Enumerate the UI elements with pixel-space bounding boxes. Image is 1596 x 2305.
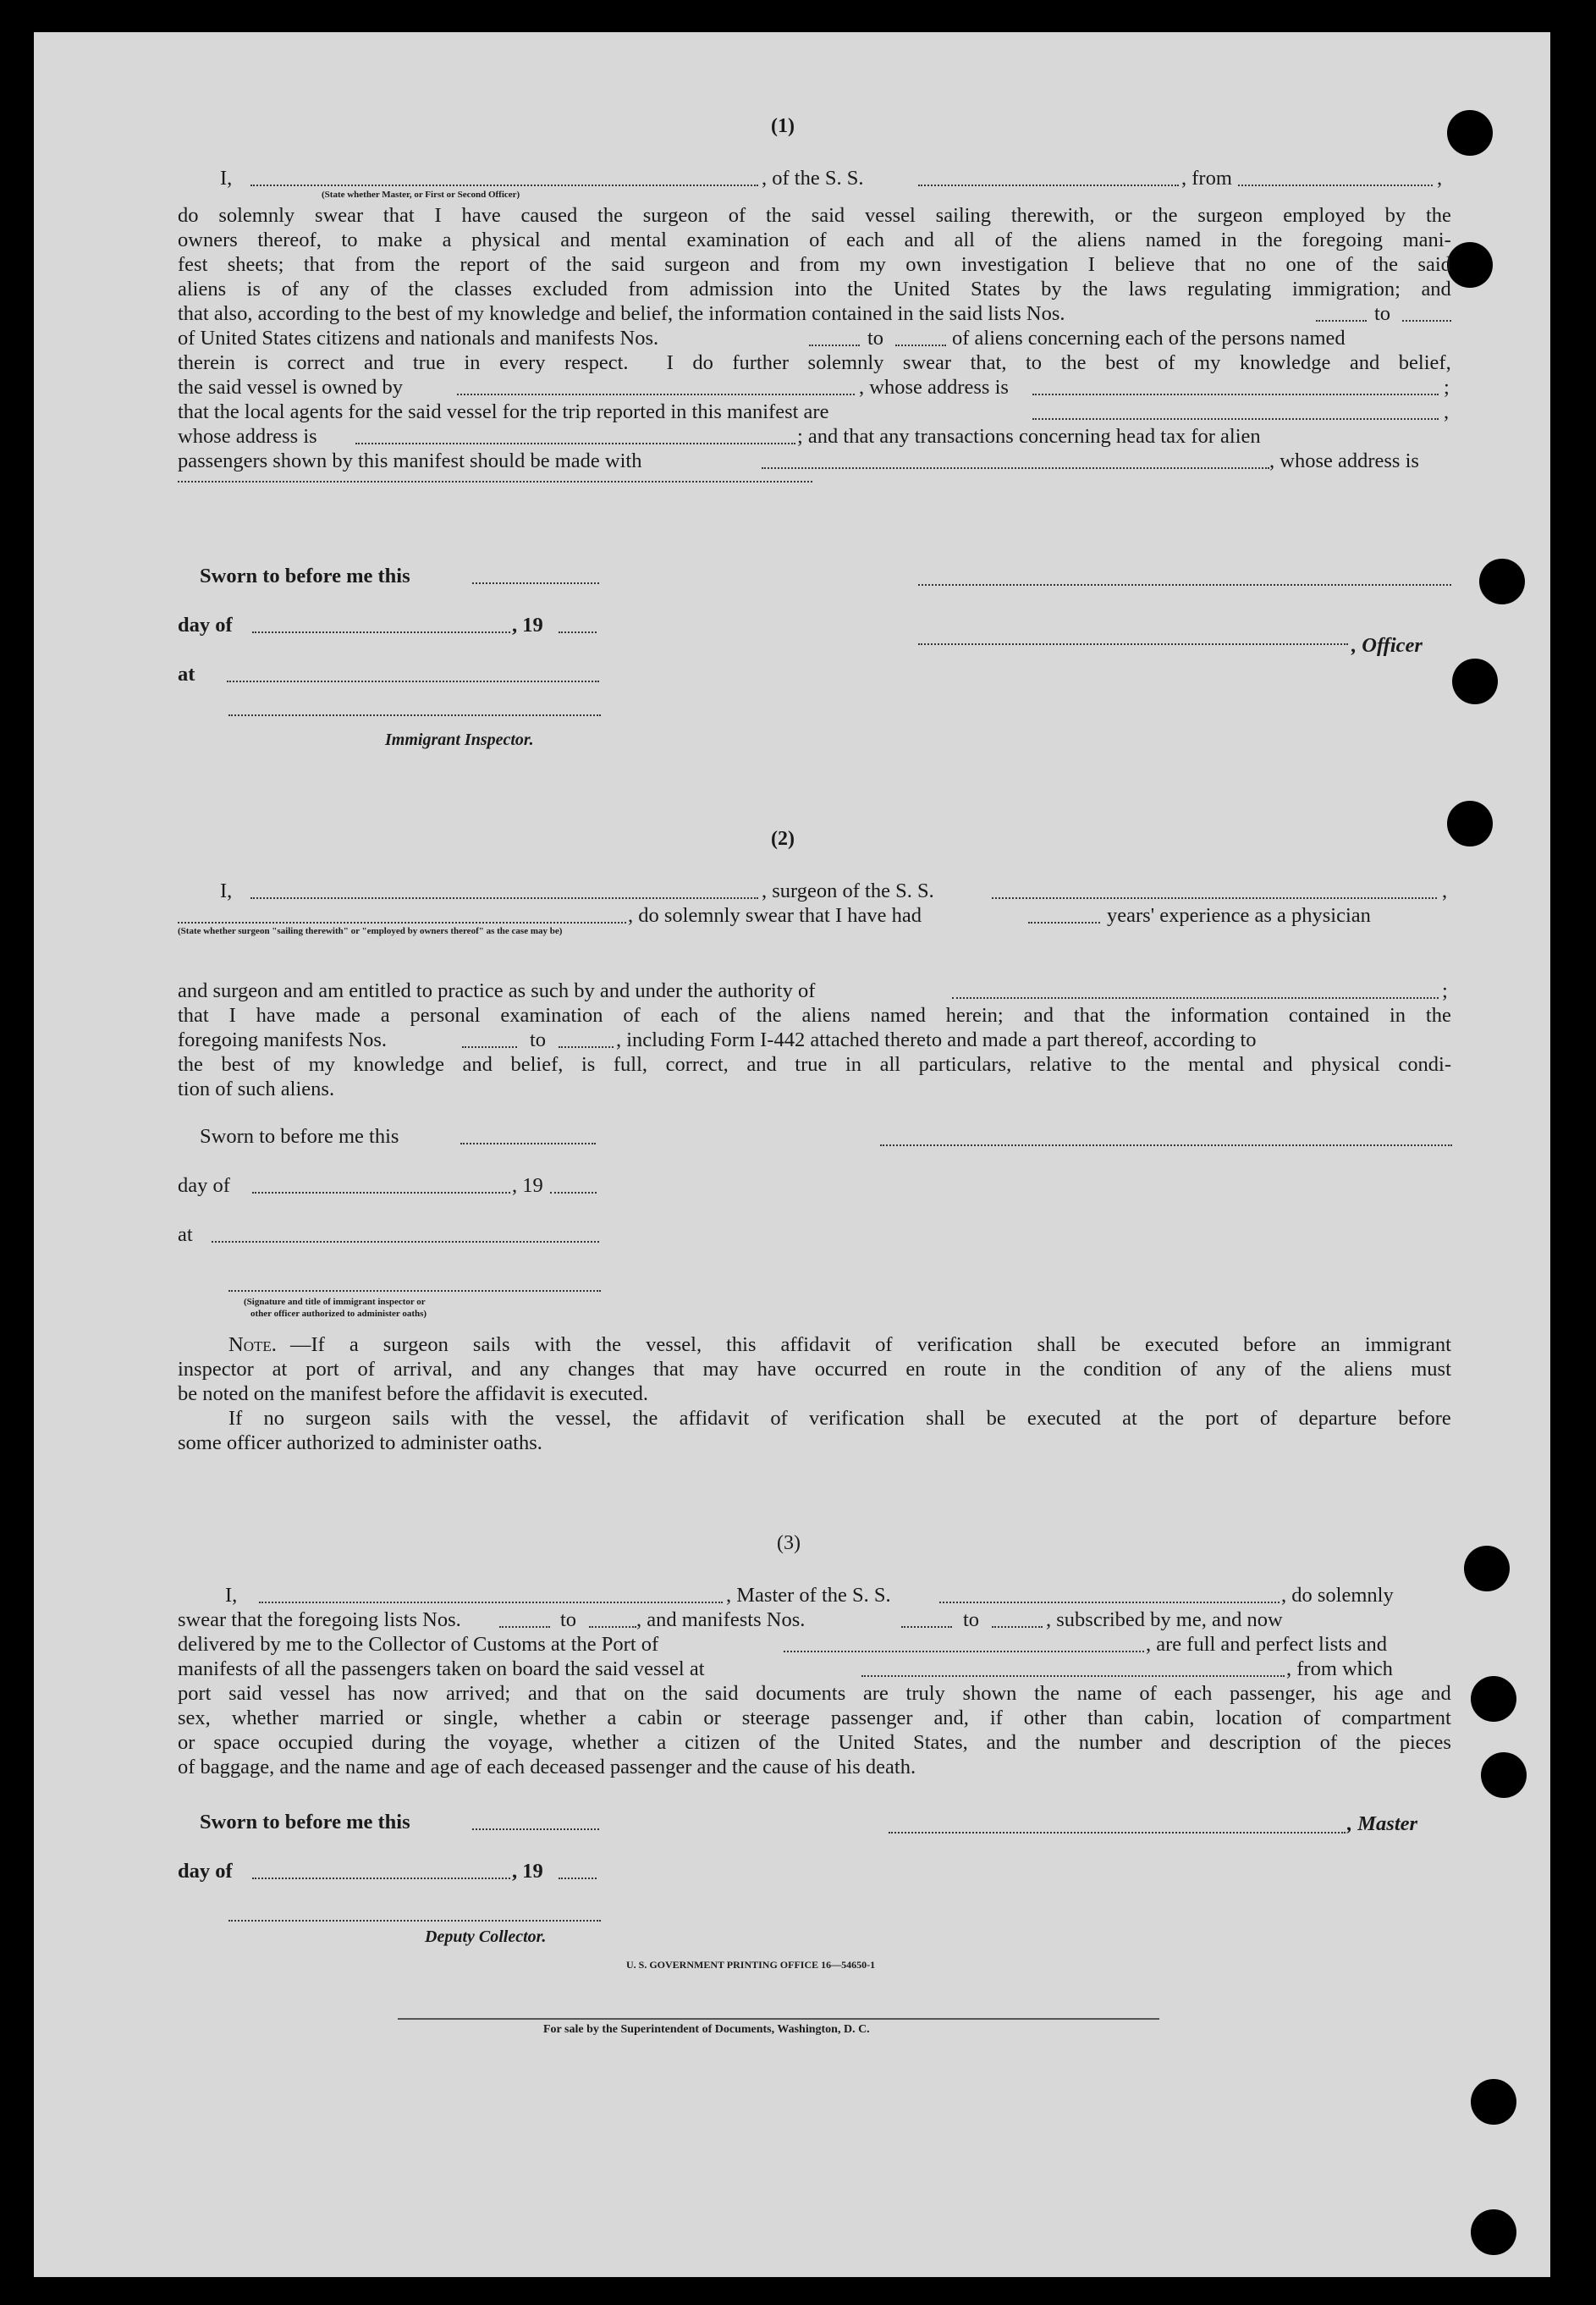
head-tax-address-field[interactable] [178,479,812,483]
s3-do-solemnly: , do solemnly [1281,1584,1394,1607]
s2-to: to [530,1028,547,1051]
punch-hole [1479,559,1525,604]
section-2-number: (2) [771,828,795,850]
s2-sig-note: (Signature and title of immigrant inspector or [244,1297,426,1307]
s2-form: , including Form I-442 attached thereto and made a part thereof, according to [616,1028,1257,1051]
s3-month-field[interactable] [252,1862,510,1879]
citizen-list-to-field[interactable] [1402,305,1451,322]
collector-port-field[interactable] [784,1635,1144,1652]
s3-to: to [963,1608,980,1631]
officer-name-field[interactable] [250,169,758,186]
s1-year: , 19 [512,614,543,637]
sale-notice: For sale by the Superintendent of Documents, Washington, D. C. [543,2023,870,2036]
s3-delivered: delivered by me to the Collector of Customs at the Port of [178,1633,659,1656]
section-3-number: (3) [777,1532,801,1554]
s3-taken-on-board: manifests of all the passengers taken on board the said vessel at [178,1657,705,1680]
s2-semicolon: ; [1442,979,1448,1002]
surgeon-status-field[interactable] [178,907,626,924]
s2-sworn-day-field[interactable] [460,1128,596,1144]
s1-year-field[interactable] [559,616,597,633]
s3-from-which: , from which [1286,1657,1393,1680]
s3-list-to-field[interactable] [589,1611,636,1628]
s1-at: at [178,663,195,686]
s1-aliens-text: of aliens concerning each of the persons named [952,327,1346,350]
note-line: If no surgeon sails with the vessel, the affidavit of verification shall be executed at the port of departure before [228,1407,1451,1430]
s1-text-line: do solemnly swear that I have caused the surgeon of the said vessel sailing therewith, or the surgeon employed by the [178,204,1451,227]
s3-subscribed: , subscribed by me, and now [1046,1608,1283,1631]
s2-sworn: Sworn to before me this [200,1125,399,1148]
s1-text-line: therein is correct and true in every respect. I do further solemnly swear that, to the best of my knowledge and belief, [178,351,1451,374]
s1-line1-from: , from [1181,167,1232,190]
note-line: inspector at port of arrival, and any changes that may have occurred en route in the condition of any of the aliens must [178,1358,1451,1381]
master-signature-line[interactable] [889,1830,1346,1834]
s1-whose-address: , whose address is [1269,449,1419,472]
deputy-label: Deputy Collector. [425,1927,547,1946]
s2-surgeon-of: , surgeon of the S. S. [762,880,934,902]
master-name-field[interactable] [259,1586,723,1603]
officer-title-line[interactable] [918,642,1348,645]
s3-day-of: day of [178,1860,233,1883]
punch-hole [1447,110,1493,156]
s1-agents-address-label: whose address is [178,425,317,448]
owner-field[interactable] [457,378,855,395]
inspector-label: Immigrant Inspector. [385,731,534,749]
inspector-signature-line[interactable] [228,713,601,716]
s1-comma: , [1444,400,1450,423]
punch-hole [1471,2209,1516,2255]
alien-manifest-to-field[interactable] [895,329,946,346]
s3-text-line: sex, whether married or single, whether a cabin or steerage passenger and, if other than cabin, location of compartment [178,1707,1451,1729]
officer-label: , Officer [1351,634,1423,657]
s2-year-field[interactable] [550,1177,597,1194]
punch-hole [1464,1546,1510,1591]
s1-line1-ss: , of the S. S. [762,167,864,190]
printing-office-line: U. S. GOVERNMENT PRINTING OFFICE 16—54650-1 [626,1959,876,1971]
s1-line1-comma: , [1437,167,1443,190]
note-line: —If a surgeon sails with the vessel, this affidavit of verification shall be executed before an immigrant [290,1333,1451,1356]
s3-year-field[interactable] [559,1862,597,1879]
s2-authority: and surgeon and am entitled to practice as such by and under the authority of [178,979,816,1002]
master-label: , Master [1347,1812,1418,1835]
s2-place-field[interactable] [212,1226,599,1243]
s1-text-line: that also, according to the best of my knowledge and belief, the information contained in the said lists Nos. [178,302,1065,325]
s1-agents: that the local agents for the said vessel for the trip reported in this manifest are [178,400,829,423]
s3-manifests: , and manifests Nos. [636,1608,806,1631]
s1-line1-i: I, [220,167,233,190]
years-experience-field[interactable] [1028,907,1100,924]
s2-sig-note: other officer authorized to administer oaths) [250,1309,427,1319]
head-tax-party-field[interactable] [762,452,1269,469]
s1-place-field[interactable] [227,665,599,682]
s1-sworn-day-field[interactable] [472,567,599,584]
s3-lists: swear that the foregoing lists Nos. [178,1608,461,1631]
s3-i: I, [225,1584,238,1607]
s1-month-field[interactable] [252,616,510,633]
s1-day-of: day of [178,614,233,637]
s1-text-line: fest sheets; that from the report of the said surgeon and from my own investigation I believe that no one of the said [178,253,1451,276]
form-page [34,32,1550,2277]
s2-day-of: day of [178,1174,230,1197]
s3-master-of: , Master of the S. S. [726,1584,891,1607]
s1-manifests: of United States citizens and nationals and manifests Nos. [178,327,659,350]
s2-solemnly: , do solemnly swear that I have had [628,904,922,927]
punch-hole [1471,2079,1516,2125]
punch-hole [1447,242,1493,288]
s2-at: at [178,1223,193,1246]
s3-year: , 19 [512,1860,543,1883]
owner-address-field[interactable] [1032,378,1439,395]
note-label: Note. [228,1333,277,1356]
s1-passengers: passengers shown by this manifest should be made with [178,449,642,472]
officer-signature-line[interactable] [918,582,1451,586]
surgeon-signature-line[interactable] [880,1143,1452,1146]
agents-address-field[interactable] [355,427,795,444]
from-port-field[interactable] [1238,169,1433,186]
authority-field[interactable] [952,982,1439,999]
vessel-name-field[interactable] [918,169,1179,186]
s2-surgeon-note: (State whether surgeon "sailing therewith" or "employed by owners thereof" as the case may be) [178,926,563,936]
s2-inspector-signature-line[interactable] [228,1288,601,1292]
s2-text-line: the best of my knowledge and belief, is full, correct, and true in all particulars, relative to the mental and physical condi- [178,1053,1451,1076]
note-line: be noted on the manifest before the affidavit is executed. [178,1382,649,1405]
s1-officer-note: (State whether Master, or First or Second Officer) [322,190,520,200]
s1-semicolon: ; [1444,376,1450,399]
section-1-number: (1) [771,115,795,137]
s2-manifest-to-field[interactable] [559,1031,614,1048]
s3-text-line: or space occupied during the voyage, whether a citizen of the United States, and the number and description of the pieces [178,1731,1451,1754]
footer-divider [398,2018,1159,2020]
s1-sworn: Sworn to before me this [200,565,410,587]
s2-i: I, [220,880,233,902]
s3-sworn-day-field[interactable] [472,1813,599,1830]
s1-to: to [867,327,884,350]
s2-vessel-field[interactable] [992,882,1437,899]
alien-manifest-from-field[interactable] [809,329,860,346]
s3-list-from-field[interactable] [499,1611,550,1628]
s2-month-field[interactable] [252,1177,510,1194]
s3-full-perfect: , are full and perfect lists and [1146,1633,1388,1656]
s2-text-line: that I have made a personal examination of each of the aliens named herein; and that the information contained in the [178,1004,1451,1027]
s1-head-tax: ; and that any transactions concerning head tax for alien [797,425,1261,448]
departure-port-field[interactable] [861,1660,1285,1677]
s3-text-line: port said vessel has now arrived; and that on the said documents are truly shown the name of each passenger, his age and [178,1682,1451,1705]
punch-hole [1471,1676,1516,1722]
surgeon-name-field[interactable] [250,882,758,899]
s2-manifests: foregoing manifests Nos. [178,1028,387,1051]
s2-comma: , [1442,880,1448,902]
s1-owned-by: the said vessel is owned by [178,376,404,399]
punch-hole [1481,1752,1527,1798]
agents-field[interactable] [1032,403,1439,420]
s2-text-line: tion of such aliens. [178,1078,335,1100]
s1-to: to [1374,302,1391,325]
deputy-signature-line[interactable] [228,1918,601,1922]
s2-manifest-from-field[interactable] [462,1031,517,1048]
citizen-list-from-field[interactable] [1316,305,1367,322]
s1-owner-address-label: , whose address is [859,376,1009,399]
punch-hole [1447,801,1493,846]
note-line: some officer authorized to administer oaths. [178,1431,542,1454]
s2-year: , 19 [512,1174,543,1197]
s3-text-line: of baggage, and the name and age of each deceased passenger and the cause of his death. [178,1756,916,1778]
s1-text-line: owners thereof, to make a physical and mental examination of each and all of the aliens named in the foregoing mani- [178,229,1451,251]
s3-manifest-to-field[interactable] [992,1611,1043,1628]
s3-to: to [560,1608,577,1631]
s1-text-line: aliens is of any of the classes excluded from admission into the United States by the laws regulating immigration; and [178,278,1451,301]
s3-manifest-from-field[interactable] [901,1611,952,1628]
punch-hole [1452,659,1498,704]
s3-vessel-field[interactable] [939,1586,1280,1603]
s2-years-experience: years' experience as a physician [1107,904,1371,927]
s3-sworn: Sworn to before me this [200,1811,410,1834]
